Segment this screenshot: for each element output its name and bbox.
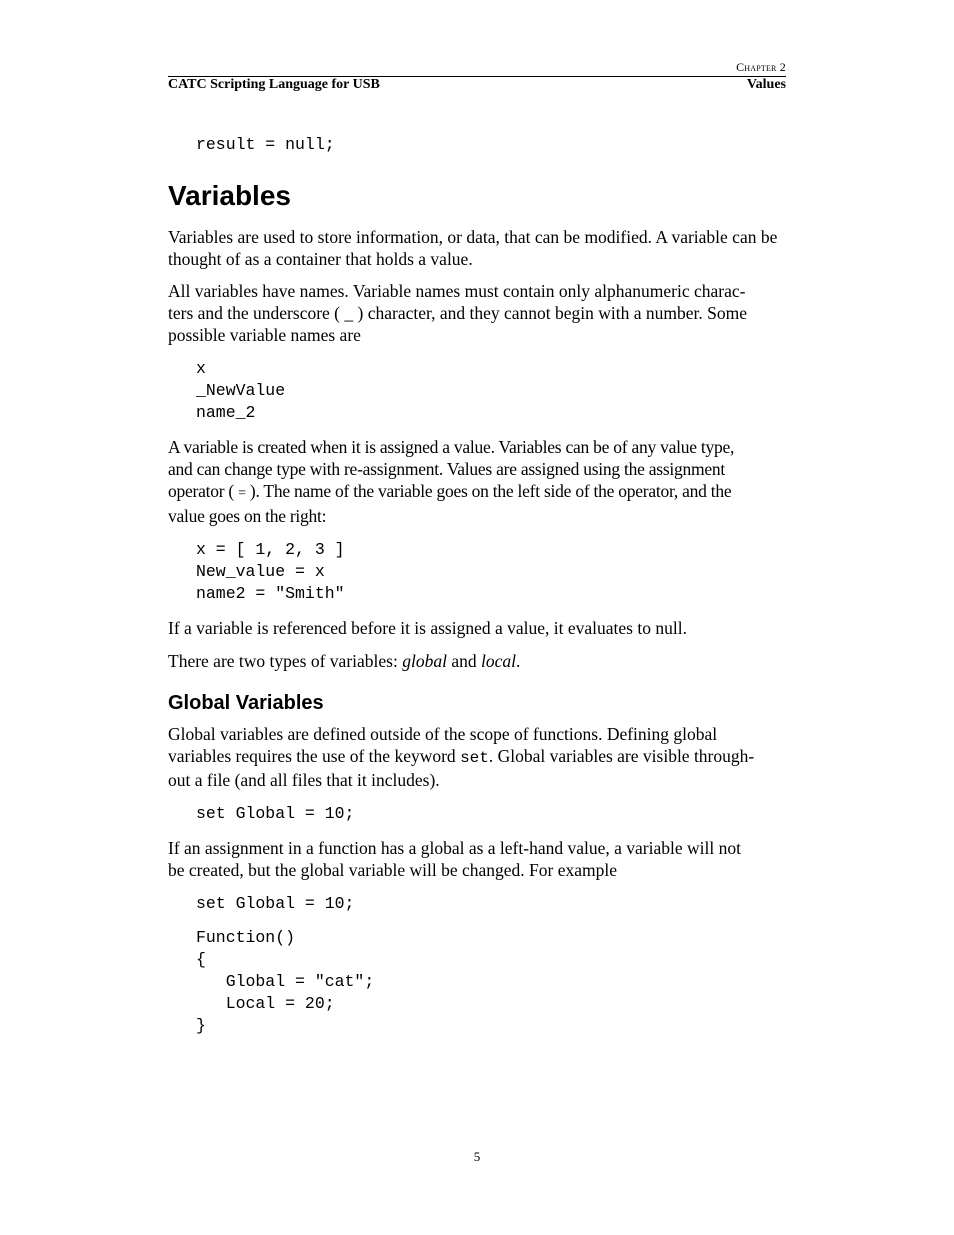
paragraph-variable-assignment bbox=[168, 436, 786, 527]
running-header bbox=[168, 60, 786, 93]
section-heading-variables: Variables bbox=[168, 180, 291, 211]
text-line: A variable is created when it is assigned a value. Variables can be of any value type, bbox=[168, 437, 735, 457]
code-line: x bbox=[196, 359, 206, 378]
text-fragment: . bbox=[515, 651, 521, 671]
code-line: { bbox=[196, 950, 206, 969]
term-local: local bbox=[480, 651, 516, 671]
text-line: If an assignment in a function has a global as a left-hand value, a variable will not bbox=[168, 838, 741, 858]
code-line: New_value = x bbox=[196, 562, 325, 581]
text-line: ters and the underscore ( _ ) character, and they cannot begin with a number. Some bbox=[168, 303, 748, 323]
code-assignments bbox=[196, 539, 786, 605]
text-line: value goes on the right: bbox=[168, 506, 327, 526]
page-content bbox=[168, 134, 786, 1037]
code-line: Global = "cat"; bbox=[196, 972, 375, 991]
code-line: set Global = 10; bbox=[196, 894, 355, 913]
header-section-title: Values bbox=[746, 77, 786, 92]
text-line: Global variables are defined outside of the scope of functions. Defining global bbox=[168, 724, 718, 744]
code-line: name2 = "Smith" bbox=[196, 584, 345, 603]
text-fragment: ). The name of the variable goes on the left side of the operator, and the bbox=[245, 481, 732, 501]
code-line: Local = 20; bbox=[196, 994, 335, 1013]
text-fragment: There are two types of variables: bbox=[168, 651, 403, 671]
text-line: out a file (and all files that it includes). bbox=[168, 770, 440, 790]
code-line: } bbox=[196, 1016, 206, 1035]
header-chapter: Chapter 2 bbox=[736, 60, 786, 74]
term-global: global bbox=[402, 651, 447, 671]
code-set-global bbox=[196, 803, 786, 825]
paragraph-null-reference: If a variable is referenced before it is assigned a value, it evaluates to null. bbox=[168, 618, 687, 638]
code-line: set Global = 10; bbox=[196, 804, 355, 823]
text-fragment: and bbox=[446, 651, 481, 671]
code-line: name_2 bbox=[196, 403, 256, 422]
paragraph-variable-types bbox=[168, 650, 786, 672]
paragraph-global-assignment bbox=[168, 837, 786, 881]
page-number: 5 bbox=[473, 1149, 481, 1164]
text-line: be created, but the global variable will be changed. For example bbox=[168, 860, 617, 880]
text-line: and can change type with re-assignment. Values are assigned using the assignment bbox=[168, 459, 726, 479]
paragraph-global-definition bbox=[168, 723, 786, 791]
text-line: possible variable names are bbox=[168, 325, 361, 345]
code-set-global-example bbox=[196, 893, 786, 915]
text-fragment: operator ( bbox=[168, 481, 239, 501]
code-function-example bbox=[196, 927, 786, 1037]
text-fragment: variables requires the use of the keyword bbox=[168, 746, 461, 766]
header-rule-row bbox=[168, 76, 786, 93]
assignment-operator: = bbox=[238, 486, 246, 501]
code-line: x = [ 1, 2, 3 ] bbox=[196, 540, 345, 559]
header-book-title: CATC Scripting Language for USB bbox=[168, 77, 380, 92]
paragraph-variables-intro: Variables are used to store information, or data, that can be modified. A variable can be thought of as a container that holds a value. bbox=[168, 227, 778, 269]
code-line: result = null; bbox=[196, 135, 335, 154]
text-fragment: . Global variables are visible through- bbox=[488, 746, 755, 766]
paragraph-variable-names bbox=[168, 280, 786, 346]
text-line: All variables have names. Variable names must contain only alphanumeric charac- bbox=[168, 281, 746, 301]
code-result-null bbox=[196, 134, 786, 156]
keyword-set: set bbox=[460, 749, 489, 767]
code-line: _NewValue bbox=[196, 381, 286, 400]
subsection-heading-global-variables: Global Variables bbox=[168, 692, 324, 714]
code-variable-names bbox=[196, 358, 786, 424]
code-line: Function() bbox=[196, 928, 296, 947]
